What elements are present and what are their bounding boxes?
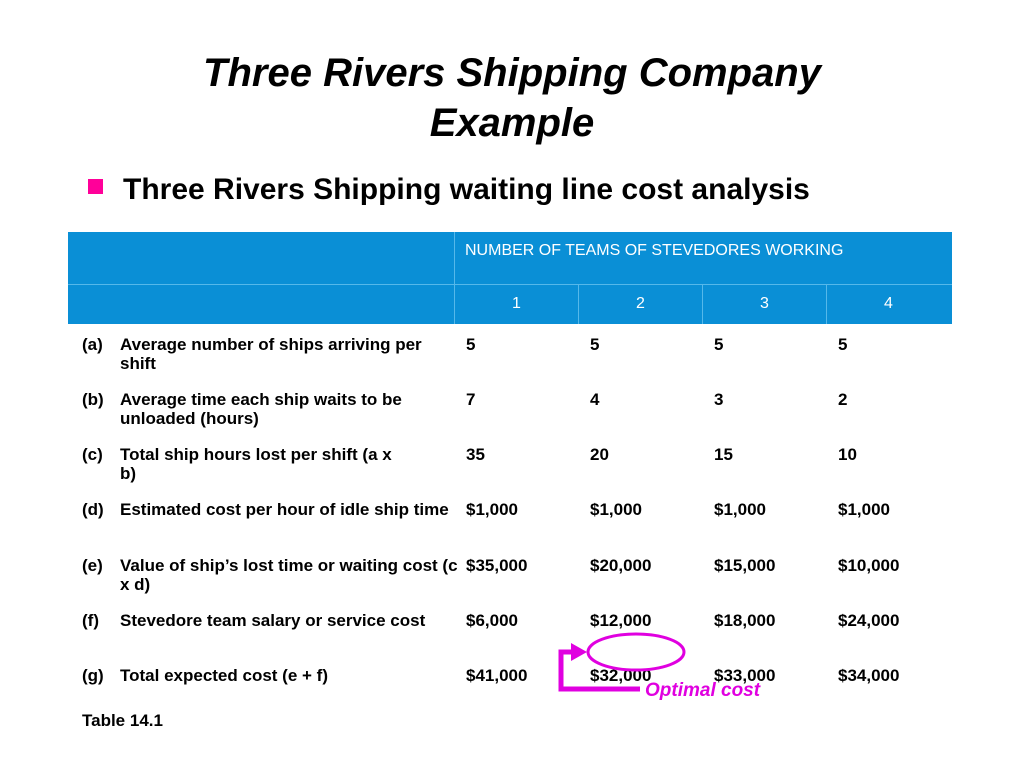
cell-value: 2	[838, 390, 848, 409]
row-description: Total expected cost (e + f)	[120, 666, 328, 685]
row-description: Average time each ship waits to be unloaded (hours)	[120, 390, 402, 428]
slide-title	[0, 48, 1024, 148]
bullet-square-icon	[88, 179, 103, 194]
row-letter: (e)	[82, 556, 103, 575]
row-description: Value of ship’s lost time or waiting cost (c x d)	[120, 556, 458, 594]
cell-value: 10	[838, 445, 857, 464]
cell-value: $34,000	[838, 666, 900, 685]
row-description: Estimated cost per hour of idle ship time	[120, 500, 449, 519]
cell-value: $20,000	[590, 556, 652, 575]
column-header-4: 4	[826, 285, 950, 324]
cell-value: 5	[466, 335, 476, 354]
cell-value: 20	[590, 445, 609, 464]
row-description: Average number of ships arriving per shift	[120, 335, 422, 373]
cell-value: $24,000	[838, 611, 900, 630]
cell-value: $15,000	[714, 556, 776, 575]
cell-value: $6,000	[466, 611, 518, 630]
cell-value: 5	[590, 335, 600, 354]
optimal-cost-label: Optimal cost	[645, 680, 761, 701]
row-description: Total ship hours lost per shift (a x b)	[120, 445, 392, 483]
row-letter: (b)	[82, 390, 104, 409]
cell-value: 35	[466, 445, 485, 464]
cell-value: 7	[466, 390, 476, 409]
cell-value: $1,000	[714, 500, 766, 519]
cell-value: $1,000	[590, 500, 642, 519]
cell-value: $10,000	[838, 556, 900, 575]
cell-value: 5	[838, 335, 848, 354]
cell-value: $1,000	[466, 500, 518, 519]
cell-value: 5	[714, 335, 724, 354]
cell-value: 15	[714, 445, 733, 464]
row-letter: (f)	[82, 611, 99, 630]
row-description: Stevedore team salary or service cost	[120, 611, 426, 630]
arrow-head-icon	[571, 643, 587, 661]
cell-value: 3	[714, 390, 724, 409]
cell-value: $1,000	[838, 500, 890, 519]
bullet-item	[88, 173, 810, 207]
cell-value: $33,000	[714, 666, 776, 685]
column-header-1: 1	[454, 285, 578, 324]
row-letter: (d)	[82, 500, 104, 519]
cell-value: $35,000	[466, 556, 528, 575]
slide-title-line-1: Three Rivers Shipping Company	[203, 51, 821, 95]
bullet-text: Three Rivers Shipping waiting line cost analysis	[123, 173, 810, 206]
column-header-3: 3	[702, 285, 826, 324]
column-header-2: 2	[578, 285, 702, 324]
header-group-label: NUMBER OF TEAMS OF STEVEDORES WORKING	[454, 232, 952, 284]
highlight-ellipse	[588, 634, 684, 670]
row-letter: (c)	[82, 445, 103, 464]
cell-value: $32,000	[590, 666, 652, 685]
slide-title-line-2: Example	[429, 101, 595, 145]
row-letter: (g)	[82, 666, 104, 685]
row-letter: (a)	[82, 335, 103, 354]
table-header	[68, 232, 952, 324]
cell-value: $41,000	[466, 666, 528, 685]
cell-value: 4	[590, 390, 600, 409]
cell-value: $12,000	[590, 611, 652, 630]
cell-value: $18,000	[714, 611, 776, 630]
table-caption: Table 14.1	[82, 711, 163, 730]
